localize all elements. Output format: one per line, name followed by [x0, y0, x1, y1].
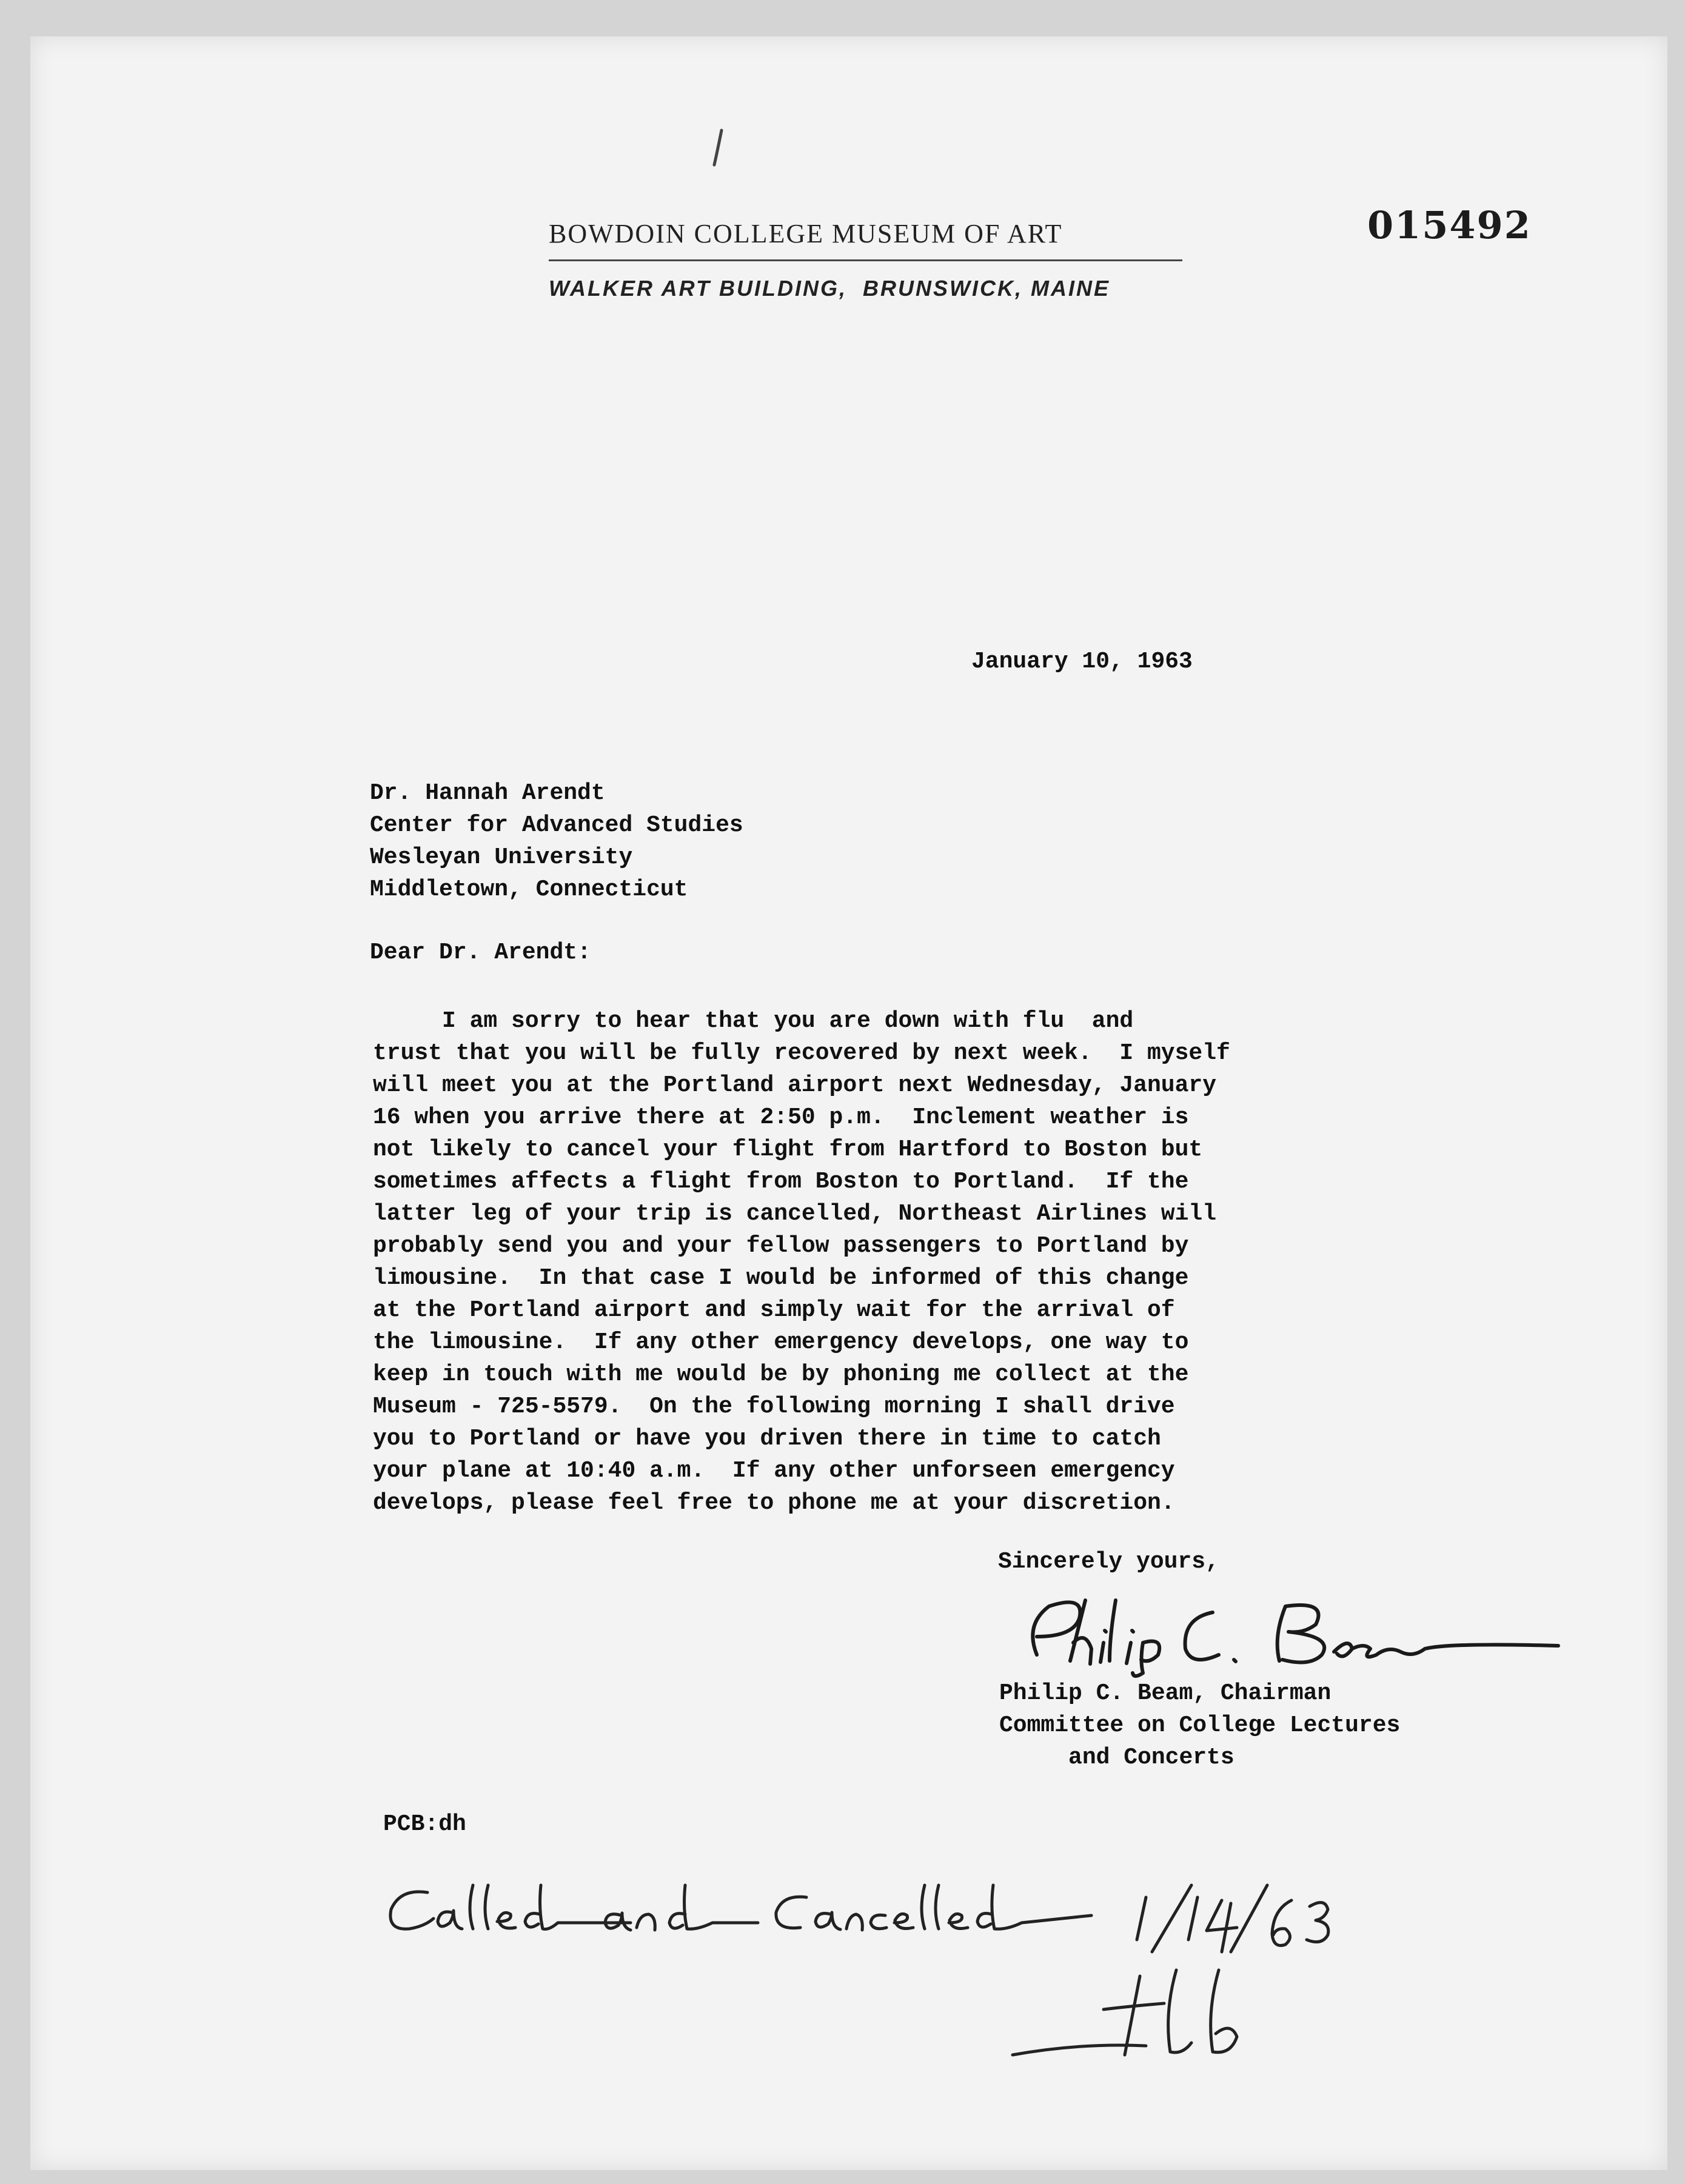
- body-line: the limousine. If any other emergency develops, one way to: [373, 1329, 1189, 1355]
- salutation: Dear Dr. Arendt:: [370, 940, 591, 966]
- body-line: develops, please feel free to phone me at your discretion.: [373, 1490, 1175, 1516]
- signer-line: and Concerts: [999, 1745, 1234, 1771]
- body-line: your plane at 10:40 a.m. If any other unforseen emergency: [373, 1458, 1175, 1484]
- handwritten-signature: [1013, 1588, 1583, 1679]
- letterhead-address: WALKER ART BUILDING, BRUNSWICK, MAINE: [549, 276, 1110, 301]
- typist-initials: PCB:dh: [383, 1811, 466, 1837]
- body-line: latter leg of your trip is cancelled, Northeast Airlines will: [373, 1201, 1217, 1227]
- body-line: Museum - 725-5579. On the following morning I shall drive: [373, 1394, 1175, 1420]
- body-line: probably send you and your fellow passengers to Portland by: [373, 1233, 1189, 1259]
- body-line: you to Portland or have you driven there in time to catch: [373, 1426, 1161, 1452]
- body-line: at the Portland airport and simply wait for the arrival of: [373, 1297, 1175, 1323]
- body-line: trust that you will be fully recovered by next week. I myself: [373, 1040, 1230, 1066]
- signature-block: [999, 1677, 1400, 1774]
- signer-line: Committee on College Lectures: [999, 1712, 1401, 1738]
- pencil-tick-mark: [709, 127, 728, 170]
- letter-body: [373, 1005, 1230, 1519]
- body-line: keep in touch with me would be by phoning me collect at the: [373, 1361, 1189, 1388]
- closing: Sincerely yours,: [998, 1549, 1219, 1575]
- body-line: not likely to cancel your flight from Hartford to Boston but: [373, 1137, 1203, 1163]
- signer-line: Philip C. Beam, Chairman: [999, 1680, 1332, 1706]
- letter-date: January 10, 1963: [971, 649, 1193, 675]
- reference-number: 015492: [1367, 203, 1532, 247]
- recipient-line: Wesleyan University: [370, 844, 633, 870]
- recipient-line: Middletown, Connecticut: [370, 877, 688, 903]
- recipient-address: [370, 777, 743, 906]
- body-line: 16 when you arrive there at 2:50 p.m. Inclement weather is: [373, 1104, 1189, 1130]
- recipient-line: Center for Advanced Studies: [370, 812, 743, 838]
- handwritten-annotation: [382, 1879, 1534, 2073]
- body-line: will meet you at the Portland airport next Wednesday, January: [373, 1072, 1217, 1098]
- recipient-line: Dr. Hannah Arendt: [370, 780, 605, 806]
- letterhead-rule: [549, 259, 1182, 261]
- letter-page: [30, 36, 1667, 2170]
- body-line: I am sorry to hear that you are down with flu and: [373, 1008, 1134, 1034]
- body-line: sometimes affects a flight from Boston to Portland. If the: [373, 1169, 1189, 1195]
- letterhead-institution-name: BOWDOIN COLLEGE MUSEUM OF ART: [549, 219, 1063, 249]
- body-line: limousine. In that case I would be informed of this change: [373, 1265, 1189, 1291]
